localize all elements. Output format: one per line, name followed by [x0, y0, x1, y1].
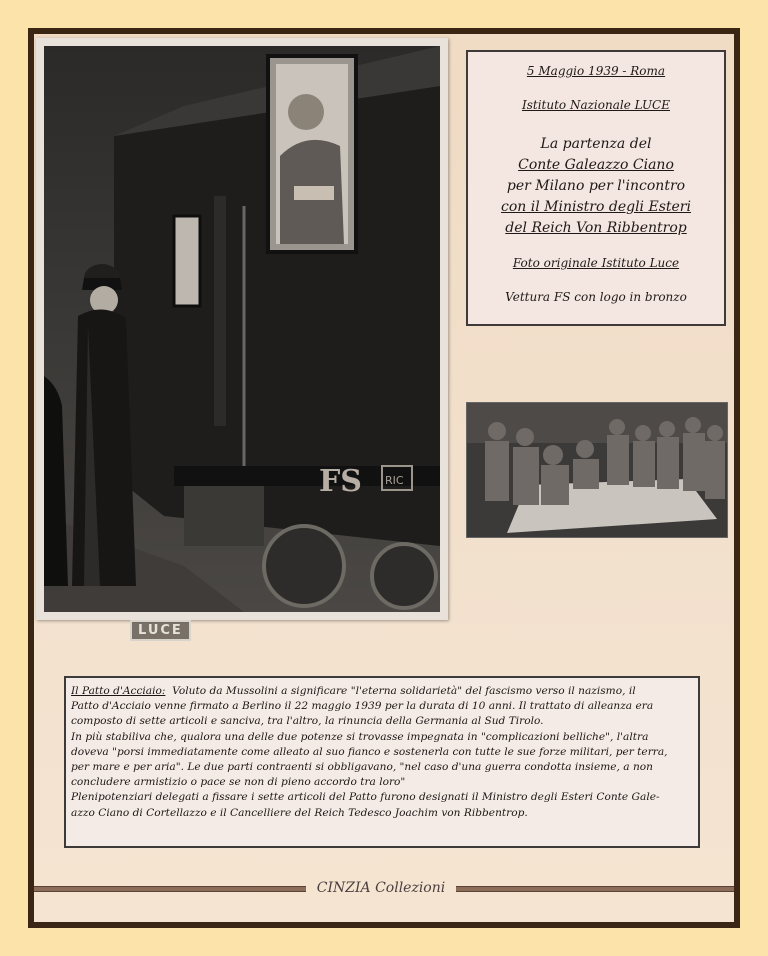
- footer-rule-left: [34, 886, 306, 892]
- title-line: per Milano per l'incontro: [506, 178, 686, 194]
- pact-description: [64, 676, 700, 848]
- fs-logo: FS: [319, 464, 362, 499]
- caption-box: [466, 50, 726, 326]
- text-line: Plenipotenziari delegati a fissare i sette articoli del Patto furono designati il Ministro degli Esteri Conte Gale-: [71, 791, 660, 804]
- main-photo: [36, 38, 448, 638]
- text-line: concludere armistizio o pace se non di pieno accordo tra loro": [71, 776, 406, 789]
- pact-heading: Il Patto d'Acciaio:: [71, 685, 166, 697]
- title-line: La partenza del: [540, 136, 652, 152]
- footer-signature: CINZIA Collezioni: [316, 880, 446, 896]
- text-line: [71, 684, 693, 699]
- text-line-content: Voluto da Mussolini a significare "l'eterna solidarietà" del fascismo verso il nazismo, il: [172, 685, 636, 697]
- title-line: del Reich Von Ribbentrop: [505, 220, 687, 236]
- luce-logo: LUCE: [130, 620, 191, 641]
- ric-marking: RIC: [385, 474, 404, 487]
- photo-credit: Foto originale Istituto Luce: [512, 256, 680, 270]
- date-line: 5 Maggio 1939 - Roma: [526, 64, 666, 78]
- vehicle-note: Vettura FS con logo in bronzo: [505, 290, 687, 304]
- text-line: azzo Ciano di Cortellazzo e il Cancelliere del Reich Tedesco Joachim von Ribbentrop.: [71, 806, 528, 819]
- photo-title: [468, 134, 724, 239]
- meeting-photo: [466, 402, 728, 538]
- text-line: In più stabiliva che, qualora una delle due potenze si trovasse impegnata in "complicazioni belliche", l'altra: [71, 730, 649, 743]
- title-line: Conte Galeazzo Ciano: [518, 157, 674, 173]
- meeting-photo-illustration: [467, 403, 727, 537]
- institute-name: Istituto Nazionale LUCE: [521, 98, 670, 112]
- text-line: Patto d'Acciaio venne firmato a Berlino il 22 maggio 1939 per la durata di 10 anni. Il trattato di alleanza era: [71, 700, 654, 713]
- train-photo-illustration: [44, 46, 440, 612]
- text-line: per mare e per aria". Le due parti contraenti si obbligavano, "nel caso d'una guerra condotta insieme, a non: [71, 761, 653, 774]
- title-line: con il Ministro degli Esteri: [501, 199, 691, 215]
- text-line: doveva "porsi immediatamente come alleato al suo fianco e sostenerla con tutte le sue forze militari, per terra,: [71, 745, 668, 758]
- footer-rule-right: [456, 886, 734, 892]
- text-line: composto di sette articoli e sanciva, tra l'altro, la rinuncia della Germania al Sud Tirolo.: [71, 715, 544, 728]
